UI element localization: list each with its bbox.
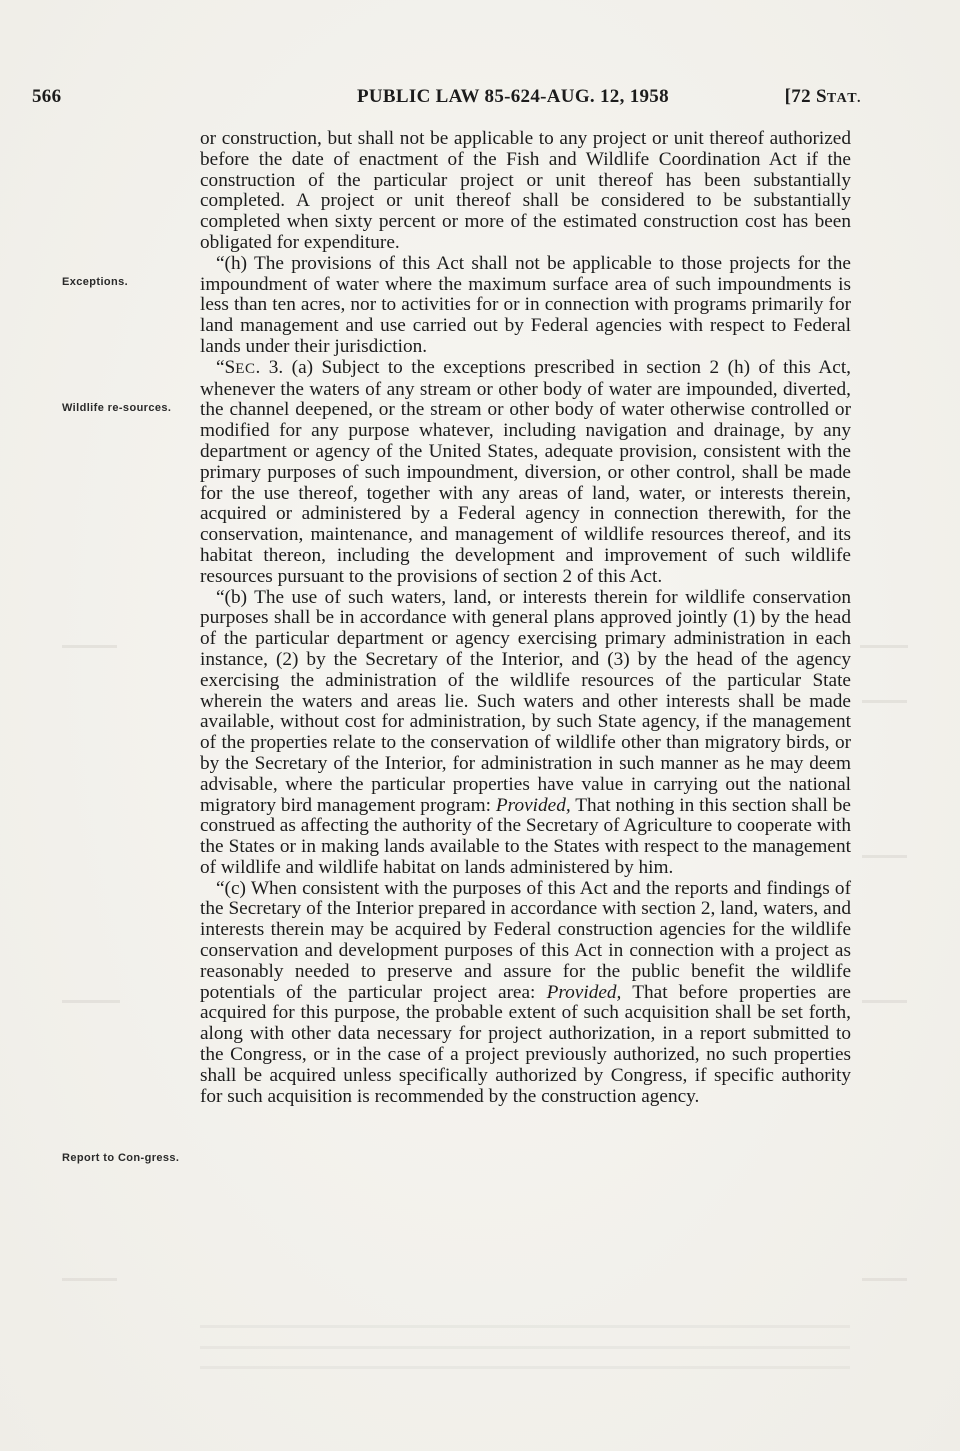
page-header — [32, 86, 862, 110]
bleed-through-mark — [862, 700, 907, 703]
margin-note-report-to-congress: Report to Con-gress. — [62, 1152, 180, 1164]
text-run: “S — [216, 356, 236, 378]
bleed-through-line — [200, 1346, 850, 1349]
paragraph-subsection-c — [200, 879, 851, 1108]
paragraph-section-3a — [200, 358, 851, 588]
paragraph-continuation: or construction, but shall not be applicable to any project or unit thereof authorized before the date of enactment of the Fish and Wildlife Coordination Act if the construction of the particular project or unit thereof has been substantially completed. A project or unit thereof shall be considered to be substantially completed when sixty percent or more of the estimated construction cost has been obligated for expenditure. — [200, 128, 851, 253]
bleed-through-line — [200, 1325, 850, 1328]
paragraph-subsection-h: “(h) The provisions of this Act shall not be applicable to those projects for the impoundment of water where the maximum surface area of such impoundments is less than ten acres, nor to activities for or in connection with programs primarily for land management and use carried out by Federal agencies with respect to Federal lands under their jurisdiction. — [200, 252, 851, 357]
paragraph-subsection-b — [200, 588, 851, 879]
text-run-italic: Provided, — [546, 981, 622, 1003]
running-head: PUBLIC LAW 85-624-AUG. 12, 1958 — [357, 86, 669, 107]
bleed-through-mark — [860, 645, 908, 648]
text-run: “(c) When consistent with the purposes of this Act and the reports and findings of the Secretary of the Interior prepared in accordance with section 2, land, waters, and interests therein may be acquired by Federal construction agencies for the wildlife conservation and development purposes of this Act in connection with a project as reasonably needed to preserve and assure for the public benefit the wildlife potentials of the particular project area: — [200, 877, 851, 1003]
bleed-through-mark — [62, 645, 117, 648]
text-run: . 3. (a) Subject to the exceptions prescribed in section 2 (h) of this Act, whenever the waters of any stream or other body of water are impounded, diverted, the channel deepened, or the stream or other body of water otherwise controlled or modified for any purpose whatever, including navigation and drainage, by any department or agency of the United States, adequate provision, consistent with the primary purposes of such impoundment, diversion, or other control, shall be made for the use thereof, together with any areas of land, water, or interests therein, acquired or administered by a Federal agency in connection therewith, for the conservation, maintenance, and management of wildlife resources thereof, and its habitat thereon, including the development and improvement of such wildlife resources pursuant to the provisions of section 2 of this Act. — [200, 356, 851, 587]
statute-ref-smallcaps: TAT. — [826, 91, 862, 106]
statute-body-text — [200, 129, 851, 1107]
text-run: “(b) The use of such waters, land, or interests therein for wildlife conservation purposes shall be in accordance with general plans approved jointly (1) by the head of the particular department or agency exercising primary administration in each instance, (2) by the Secretary of the Interior, and (3) by the head of the agency exercising the administration of the wildlife resources of the particular State wherein the waters and areas lie. Such waters and other interests shall be made available, without cost for administration, by such State agency, if the management of the properties relate to the conservation of wildlife other than migratory birds, or by the Secretary of the Interior, for administration in such manner as he may deem advisable, where the particular properties have value in carrying out the national migratory bird management program: — [200, 586, 851, 816]
bleed-through-mark — [862, 1000, 907, 1003]
bleed-through-line — [200, 1366, 850, 1369]
bleed-through-mark — [862, 1278, 907, 1281]
statute-ref-prefix: [72 S — [784, 86, 827, 107]
text-run: That before properties are acquired for this purpose, the probable extent of such acquisition shall be set forth, along with other data necessary for project authorization, in a report submitted to the Congress, or in the case of a project previously authorized, no such properties shall be acquired unless specifically authorized by Congress, if specific authority for such acquisition is recommended by the construction agency. — [200, 981, 851, 1107]
bleed-through-mark — [862, 855, 907, 858]
margin-note-exceptions: Exceptions. — [62, 276, 129, 288]
bleed-through-mark — [62, 1278, 117, 1281]
bleed-through-mark — [62, 1000, 120, 1003]
text-run-italic: Provided, — [495, 794, 571, 816]
page-number: 566 — [32, 86, 62, 107]
text-run: That nothing in this section shall be construed as affecting the authority of the Secretary of Agriculture to cooperate with the States or in making lands available to the States with respect to the management of wildlife and wildlife habitat on lands administered by him. — [200, 794, 851, 878]
margin-note-wildlife-resources: Wildlife re-sources. — [62, 402, 172, 414]
statute-reference — [785, 86, 862, 108]
text-run-smallcaps: EC — [235, 360, 256, 377]
